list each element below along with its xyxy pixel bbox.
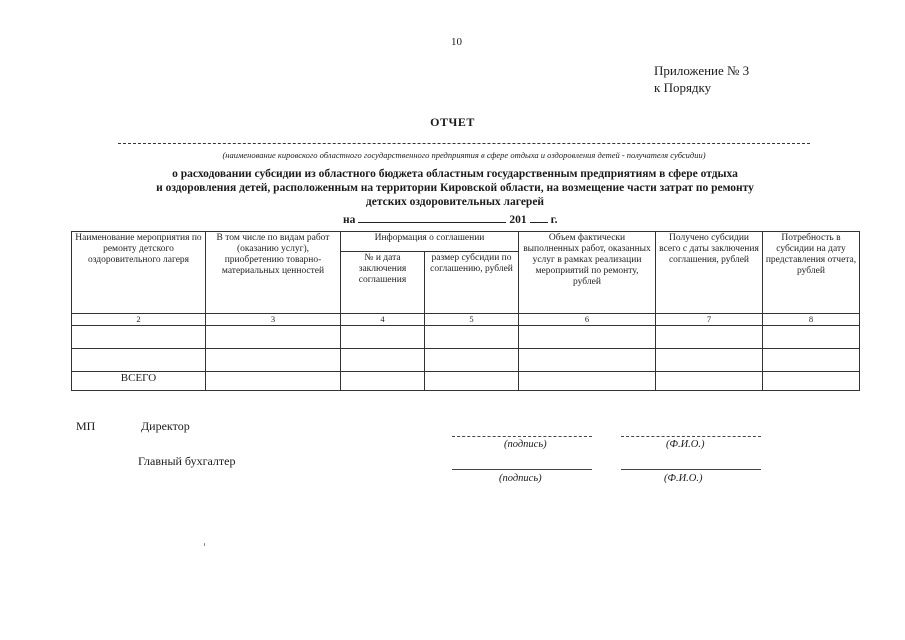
director-signature-caption: (подпись) <box>504 439 547 450</box>
table-cell <box>656 326 763 349</box>
report-title: ОТЧЕТ <box>430 115 475 129</box>
report-period <box>343 212 557 226</box>
column-number: 7 <box>656 314 763 326</box>
header-subsidy-received: Получено субсидии всего с даты заключения соглашения, рублей <box>656 232 763 314</box>
table-cell <box>425 326 519 349</box>
column-number: 6 <box>519 314 656 326</box>
column-number: 5 <box>425 314 519 326</box>
table-cell <box>656 349 763 372</box>
header-subsidy-need: Потребность в субсидии на дату представления отчета, рублей <box>763 232 860 314</box>
table-cell <box>519 326 656 349</box>
total-label: ВСЕГО <box>72 372 206 391</box>
director-name-caption: (Ф.И.О.) <box>666 439 705 450</box>
header-actual-volume: Объем фактически выполненных работ, оказанных услуг в рамках реализации мероприятий по ремонту, рублей <box>519 232 656 314</box>
appendix-note <box>654 62 749 96</box>
table-cell <box>341 326 425 349</box>
column-number: 3 <box>206 314 341 326</box>
table-row <box>72 349 860 372</box>
organization-caption: (наименование кировского областного государственного предприятия в сфере отдыха и оздоровления детей - получателя субсидии) <box>222 150 706 160</box>
subject-line-1: о расходовании субсидии из областного бюджета областным государственным предприятиям в сфере отдыха <box>172 168 738 180</box>
table-cell <box>341 372 425 391</box>
appendix-line-1: Приложение № 3 <box>654 63 750 78</box>
table-cell <box>519 372 656 391</box>
director-name-line <box>621 436 761 437</box>
table-cell <box>656 372 763 391</box>
header-subsidy-amount: размер субсидии по соглашению, рублей <box>425 252 519 314</box>
scan-speck <box>204 543 205 546</box>
table-cell <box>206 372 341 391</box>
table-cell <box>206 349 341 372</box>
stamp-place-label: МП <box>76 419 96 433</box>
period-suffix: г. <box>550 214 558 226</box>
header-agreement-number-date: № и дата заключения соглашения <box>341 252 425 314</box>
accountant-name-caption: (Ф.И.О.) <box>664 473 703 484</box>
accountant-name-line <box>621 469 761 470</box>
appendix-line-2: к Порядку <box>654 80 712 95</box>
table-cell <box>425 372 519 391</box>
subject-line-3: детских оздоровительных лагерей <box>365 196 545 208</box>
report-table <box>71 231 860 391</box>
director-signature-line <box>452 436 592 437</box>
period-year-blank <box>530 212 548 223</box>
table-cell <box>341 349 425 372</box>
column-number: 2 <box>72 314 206 326</box>
total-row <box>72 372 860 391</box>
header-event-name: Наименование мероприятия по ремонту детского оздоровительного лагеря <box>72 232 206 314</box>
page-number: 10 <box>451 36 462 48</box>
header-work-types: В том числе по видам работ (оказанию услуг), приобретению товарно-материальных ценностей <box>206 232 341 314</box>
accountant-signature-line <box>452 469 592 470</box>
header-agreement-info: Информация о соглашении <box>341 232 519 252</box>
organization-name-line <box>118 143 810 144</box>
table-cell <box>72 349 206 372</box>
column-number: 8 <box>763 314 860 326</box>
table-cell <box>763 326 860 349</box>
table-cell <box>763 372 860 391</box>
table-row <box>72 326 860 349</box>
accountant-signature-caption: (подпись) <box>499 473 542 484</box>
column-number: 4 <box>341 314 425 326</box>
table-cell <box>519 349 656 372</box>
table-cell <box>206 326 341 349</box>
chief-accountant-label: Главный бухгалтер <box>138 454 236 468</box>
director-label: Директор <box>141 419 190 433</box>
table-cell <box>72 326 206 349</box>
subject-line-2: и оздоровления детей, расположенным на территории Кировской области, на возмещение части затрат по ремонту <box>156 182 754 194</box>
period-year: 201 <box>509 214 527 226</box>
table-cell <box>425 349 519 372</box>
period-date-blank <box>358 212 506 223</box>
table-cell <box>763 349 860 372</box>
report-subject <box>60 167 850 209</box>
period-prefix: на <box>343 214 356 226</box>
